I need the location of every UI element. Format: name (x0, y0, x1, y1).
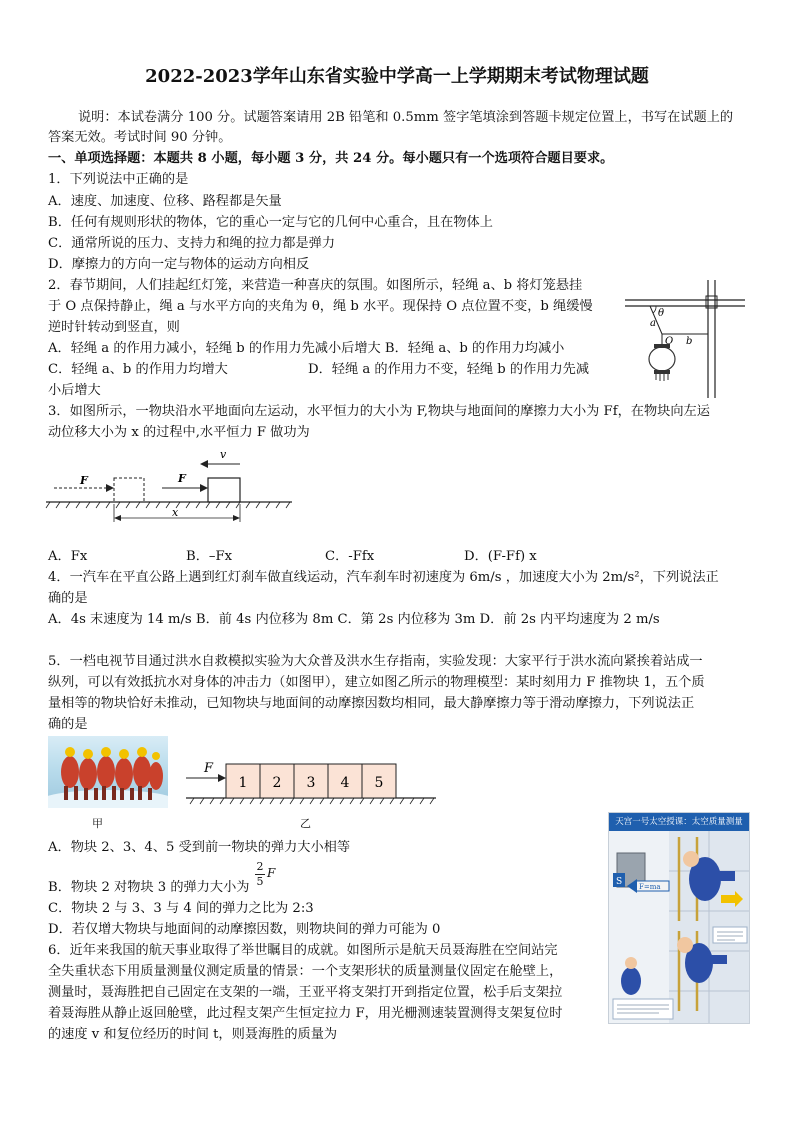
block-label-4: 4 (340, 775, 350, 791)
q2-line2: 于 O 点保持静止，绳 a 与水平方向的夹角为 θ，绳 b 水平。现保持 O 点位置不变，b 绳缓慢 (48, 299, 593, 314)
q6-line4: 着聂海胜从静止返回舱壁，此过程支架产生恒定拉力 F，用光栅测速装置测得支架复位时 (48, 1006, 563, 1021)
q2-line3: 逆时针转动到竖直，则 (48, 320, 180, 335)
q4-options: A．4s 末速度为 14 m/s B．前 4s 内位移为 8m C．第 2s 内位移为 3m D．前 2s 内平均速度为 2 m/s (48, 612, 660, 627)
flood-rescue-photo (48, 736, 168, 808)
lantern-icon (649, 347, 675, 371)
q6-line2: 全失重状态下用质量测量仪测定质量的情景：一个支架形状的质量测量仪固定在舱壁上， (48, 964, 563, 979)
lantern-figure (620, 280, 750, 400)
q5-option-b: B．物块 2 对物块 3 的弹力大小为 (48, 880, 250, 895)
q1-option-b: B．任何有规则形状的物体，它的重心一定与它的几何中心重合，且在物体上 (48, 215, 493, 230)
q3-option-d: D．(F-Ff) x (464, 549, 537, 564)
q5-line4: 确的是 (48, 717, 88, 732)
q5-line2: 纵列，可以有效抵抗水对身体的冲击力（如图甲），建立如图乙所示的物理模型：某时刻用力 F 推物块 1，五个质 (48, 675, 705, 690)
q6-line1: 6．近年来我国的航天事业取得了举世瞩目的成就。如图所示是航天员聂海胜在空间站完 (48, 943, 558, 958)
block-label-2: 2 (272, 775, 282, 791)
section-heading: 一、单项选择题：本题共 8 小题，每小题 3 分，共 24 分。每小题只有一个选项符合题目要求。 (48, 151, 614, 166)
q5-line3: 量相等的物块恰好未推动，已知物块与地面间的动摩擦因数均相同，最大静摩擦力等于滑动摩擦力，下列说法正 (48, 696, 695, 711)
q5-line1: 5．一档电视节目通过洪水自救模拟实验为大众普及洪水生存指南，实验发现：大家平行于洪水流向紧挨着站成一 (48, 654, 703, 669)
q5-option-c: C．物块 2 与 3、3 与 4 间的弹力之比为 2:3 (48, 901, 314, 916)
block-motion-figure (44, 448, 294, 528)
q2-option-c: C．轻绳 a、b 的作用力均增大 (48, 362, 228, 377)
q2-option-ab: A．轻绳 a 的作用力减小，轻绳 b 的作用力先减小后增大 B．轻绳 a、b 的作用力均减小 (48, 341, 565, 356)
q2-line1: 2．春节期间，人们挂起红灯笼，来营造一种喜庆的氛围。如图所示，轻绳 a、b 将灯笼悬挂 (48, 278, 583, 293)
fig-a: a (650, 318, 656, 329)
space-mass-figure (608, 812, 750, 1024)
label-yi: 乙 (300, 817, 311, 830)
label-jia: 甲 (92, 817, 103, 830)
fig-theta: θ (658, 308, 665, 319)
q4-line2: 确的是 (48, 591, 88, 606)
fraction-f: F (267, 866, 276, 880)
fig-x: x (172, 506, 179, 519)
figure-banner: 天宫一号太空授课：太空质量测量 (609, 813, 749, 831)
arrow-label: F=ma (639, 883, 661, 891)
fraction-numerator: 2 (256, 860, 264, 873)
q5-fig-f: F (204, 761, 214, 776)
fig-o: O (665, 336, 674, 347)
q1-option-c: C．通常所说的压力、支持力和绳的拉力都是弹力 (48, 236, 336, 251)
q1-option-a: A．速度、加速度、位移、路程都是矢量 (48, 194, 282, 209)
q1-stem: 1．下列说法中正确的是 (48, 172, 189, 187)
block-label-3: 3 (306, 775, 316, 791)
block-label-5: 5 (374, 775, 384, 791)
s-label: S (616, 877, 623, 887)
fig-f1: F (80, 474, 88, 487)
q2-option-d2: 小后增大 (48, 383, 101, 398)
instructions-line2: 答案无效。考试时间 90 分钟。 (48, 130, 232, 145)
fig-f2: F (178, 472, 186, 485)
q3-option-c: C．-Ffx (325, 549, 375, 564)
fraction-denominator: 5 (256, 875, 264, 888)
q3-line2: 动位移大小为 x 的过程中,水平恒力 F 做功为 (48, 425, 310, 440)
block-label-1: 1 (238, 775, 248, 791)
q3-line1: 3．如图所示，一物块沿水平地面向左运动，水平恒力的大小为 F,物块与地面间的摩擦力大小为 Ff，在物块向左运 (48, 404, 710, 419)
q6-line5: 的速度 v 和复位经历的时间 t，则聂海胜的质量为 (48, 1027, 338, 1042)
q1-option-d: D．摩擦力的方向一定与物体的运动方向相反 (48, 257, 310, 272)
instructions-line1: 说明：本试卷满分 100 分。试题答案请用 2B 铅笔和 0.5mm 签字笔填涂到答题卡规定位置上，书写在试题上的 (78, 110, 734, 125)
fig-b: b (686, 336, 693, 347)
fig-v: v (220, 448, 227, 461)
q5-option-d: D．若仅增大物块与地面间的动摩擦因数，则物块间的弹力可能为 0 (48, 922, 441, 937)
q3-option-b: B．–Fx (186, 549, 233, 564)
five-blocks-figure (180, 758, 440, 808)
q5-option-a: A．物块 2、3、4、5 受到前一物块的弹力大小相等 (48, 840, 351, 855)
page-title: 2022-2023学年山东省实验中学高一上学期期末考试物理试题 (145, 66, 649, 87)
q6-line3: 测量时，聂海胜把自己固定在支架的一端，王亚平将支架打开到指定位置，松手后支架拉 (48, 985, 563, 1000)
q3-option-a: A．Fx (48, 549, 88, 564)
q4-line1: 4．一汽车在平直公路上遇到红灯刹车做直线运动，汽车刹车时初速度为 6m/s ，加速度大小为 2m/s²，下列说法正 (48, 570, 719, 585)
q2-option-d1: D．轻绳 a 的作用力不变，轻绳 b 的作用力先减 (308, 362, 590, 377)
